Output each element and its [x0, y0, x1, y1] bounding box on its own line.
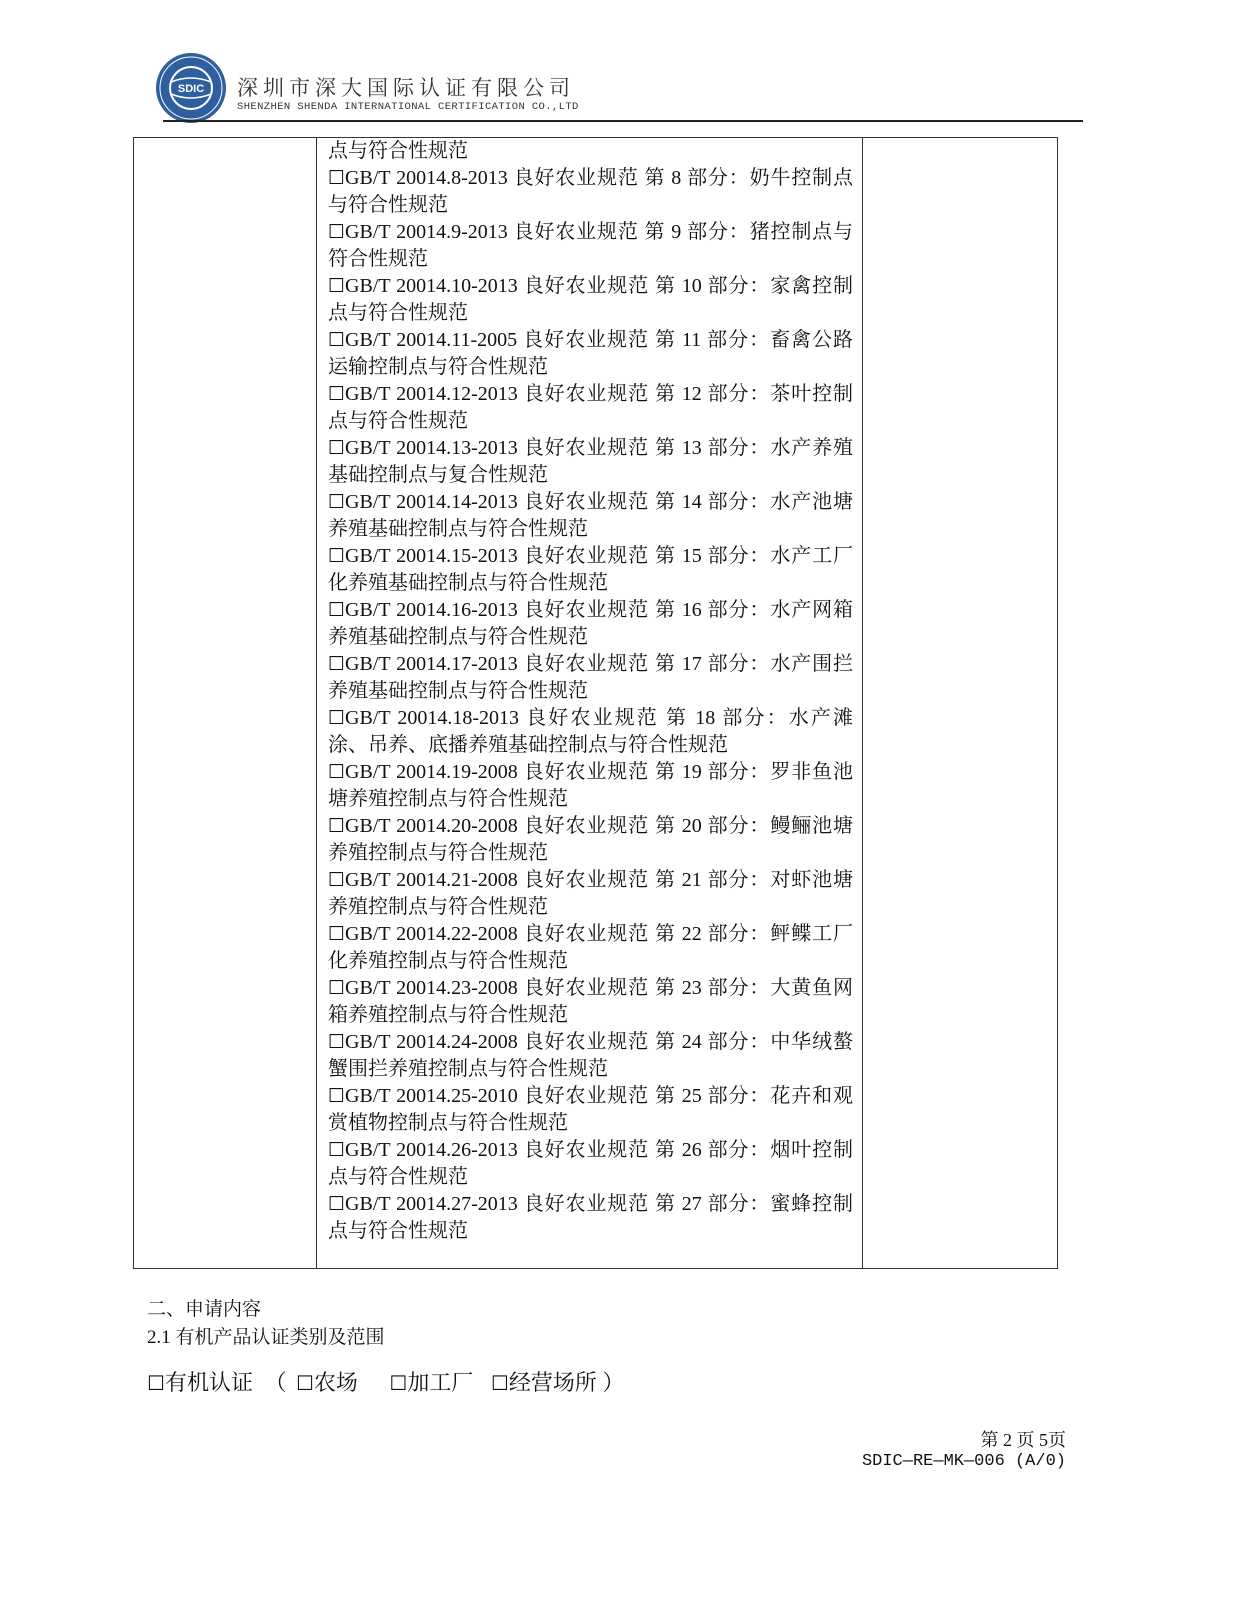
standard-item[interactable]: [328, 1137, 853, 1191]
standards-table: [133, 137, 1058, 1269]
checkbox[interactable]: ☐: [328, 977, 346, 999]
checkbox[interactable]: ☐: [328, 599, 346, 621]
standard-item[interactable]: [328, 219, 853, 273]
standard-code: GB/T 20014.12-2013: [345, 383, 518, 405]
standard-title: 良好农业规范 第 26 部分：烟叶控制点与符合性规范: [328, 1139, 854, 1188]
standard-title: 良好农业规范 第 20 部分：鳗鲡池塘养殖控制点与符合性规范: [328, 815, 854, 864]
standard-code: GB/T 20014.18-2013: [345, 707, 520, 729]
standard-title: 良好农业规范 第 13 部分：水产养殖基础控制点与复合性规范: [328, 437, 854, 486]
standard-item[interactable]: [328, 597, 853, 651]
standard-code: GB/T 20014.23-2008: [345, 977, 518, 999]
document-code: SDIC—RE—MK—006 (A/0): [861, 1452, 1066, 1471]
standard-code: GB/T 20014.9-2013: [345, 221, 508, 243]
checkbox[interactable]: ☐: [490, 1371, 509, 1395]
standard-title: 良好农业规范 第 17 部分：水产围拦养殖基础控制点与符合性规范: [328, 653, 854, 702]
factory-option[interactable]: [389, 1366, 473, 1397]
checkbox[interactable]: ☐: [328, 1085, 346, 1107]
option-label: 经营场所: [508, 1370, 597, 1395]
standard-code: GB/T 20014.15-2013: [345, 545, 518, 567]
sdic-seal-logo-icon: [155, 52, 227, 124]
company-name-cn: 深圳市深大国际认证有限公司: [237, 76, 575, 100]
standard-item[interactable]: [328, 975, 853, 1029]
standards-list: [328, 138, 853, 1245]
checkbox[interactable]: ☐: [295, 1371, 314, 1395]
standard-title: 良好农业规范 第 21 部分：对虾池塘养殖控制点与符合性规范: [328, 869, 854, 918]
checkbox[interactable]: ☐: [147, 1371, 165, 1395]
company-name-en: SHENZHEN SHENDA INTERNATIONAL CERTIFICATION CO.,LTD: [237, 101, 579, 113]
organic-cert-option[interactable]: [147, 1366, 253, 1397]
logo-text: SDIC: [177, 83, 205, 95]
close-paren: ）: [602, 1370, 625, 1395]
standard-code: GB/T 20014.21-2008: [345, 869, 518, 891]
checkbox[interactable]: ☐: [328, 329, 346, 351]
standard-item[interactable]: [328, 543, 853, 597]
option-label: 农场: [313, 1370, 358, 1395]
standard-title: 良好农业规范 第 10 部分：家禽控制点与符合性规范: [328, 275, 854, 324]
checkbox[interactable]: ☐: [328, 491, 346, 513]
standard-title: 良好农业规范 第 11 部分：畜禽公路运输控制点与符合性规范: [328, 329, 853, 378]
standard-code: GB/T 20014.17-2013: [345, 653, 518, 675]
standard-item[interactable]: [328, 1191, 853, 1245]
standard-title: 良好农业规范 第 22 部分：鲆鲽工厂化养殖控制点与符合性规范: [328, 923, 854, 972]
standard-code: GB/T 20014.26-2013: [345, 1139, 518, 1161]
checkbox[interactable]: ☐: [328, 707, 346, 729]
standard-code: GB/T 20014.22-2008: [345, 923, 518, 945]
standard-title: 良好农业规范 第 15 部分：水产工厂化养殖基础控制点与符合性规范: [328, 545, 854, 594]
standard-item[interactable]: [328, 489, 853, 543]
option-label: 有机认证: [164, 1370, 253, 1395]
standard-title: 点与符合性规范: [328, 140, 468, 162]
standard-title: 良好农业规范 第 8 部分：奶牛控制点与符合性规范: [328, 167, 854, 216]
standard-title: 良好农业规范 第 27 部分：蜜蜂控制点与符合性规范: [328, 1193, 854, 1242]
standard-item[interactable]: [328, 867, 853, 921]
checkbox[interactable]: ☐: [389, 1371, 408, 1395]
standard-item[interactable]: [328, 813, 853, 867]
checkbox[interactable]: ☐: [328, 167, 346, 189]
standard-item[interactable]: [328, 435, 853, 489]
letterhead: [155, 52, 1087, 124]
standard-title: 良好农业规范 第 14 部分：水产池塘养殖基础控制点与符合性规范: [328, 491, 854, 540]
standard-code: GB/T 20014.11-2005: [345, 329, 518, 351]
standard-code: GB/T 20014.8-2013: [345, 167, 508, 189]
header-divider: [163, 120, 1083, 122]
standard-code: GB/T 20014.14-2013: [345, 491, 518, 513]
standard-code: GB/T 20014.24-2008: [345, 1031, 518, 1053]
standard-item[interactable]: [328, 759, 853, 813]
standard-code: GB/T 20014.19-2008: [345, 761, 518, 783]
checkbox[interactable]: ☐: [328, 545, 346, 567]
checkbox[interactable]: ☐: [328, 923, 346, 945]
checkbox[interactable]: ☐: [328, 221, 346, 243]
standard-item[interactable]: [328, 327, 853, 381]
standard-title: 良好农业规范 第 12 部分：茶叶控制点与符合性规范: [328, 383, 854, 432]
standard-item[interactable]: [328, 1029, 853, 1083]
option-label: 加工厂: [407, 1370, 474, 1395]
standard-item[interactable]: [328, 705, 853, 759]
standard-code: GB/T 20014.20-2008: [345, 815, 518, 837]
certification-options: [147, 1366, 624, 1397]
section-subtitle: 2.1 有机产品认证类别及范围: [147, 1327, 385, 1348]
standard-title: 良好农业规范 第 19 部分：罗非鱼池塘养殖控制点与符合性规范: [328, 761, 854, 810]
checkbox[interactable]: ☐: [328, 437, 346, 459]
checkbox[interactable]: ☐: [328, 761, 346, 783]
standard-title: 良好农业规范 第 16 部分：水产网箱养殖基础控制点与符合性规范: [328, 599, 854, 648]
checkbox[interactable]: ☐: [328, 1031, 346, 1053]
farm-option[interactable]: [296, 1366, 358, 1397]
standard-title: 良好农业规范 第 9 部分：猪控制点与符合性规范: [328, 221, 854, 270]
standard-title: 良好农业规范 第 25 部分：花卉和观赏植物控制点与符合性规范: [328, 1085, 854, 1134]
standard-code: GB/T 20014.10-2013: [345, 275, 518, 297]
checkbox[interactable]: ☐: [328, 1139, 346, 1161]
business-premises-option[interactable]: [491, 1366, 597, 1397]
standard-title: 良好农业规范 第 23 部分：大黄鱼网箱养殖控制点与符合性规范: [328, 977, 854, 1026]
standard-item[interactable]: [328, 381, 853, 435]
checkbox[interactable]: ☐: [328, 815, 346, 837]
standard-code: GB/T 20014.16-2013: [345, 599, 518, 621]
standard-item[interactable]: [328, 651, 853, 705]
checkbox[interactable]: ☐: [328, 653, 346, 675]
standard-item[interactable]: [328, 273, 853, 327]
standard-item: [328, 138, 853, 165]
checkbox[interactable]: ☐: [328, 383, 346, 405]
checkbox[interactable]: ☐: [328, 869, 346, 891]
standard-code: GB/T 20014.13-2013: [345, 437, 518, 459]
checkbox[interactable]: ☐: [328, 275, 346, 297]
standard-title: 良好农业规范 第 24 部分：中华绒螯蟹围拦养殖控制点与符合性规范: [328, 1031, 854, 1080]
open-paren: （: [264, 1370, 287, 1395]
standard-item[interactable]: [328, 1083, 853, 1137]
standard-item[interactable]: [328, 921, 853, 975]
table-column-divider: [316, 138, 317, 1268]
page-number: 第 2 页 5页: [980, 1430, 1066, 1450]
section-title: 二、申请内容: [147, 1299, 262, 1320]
table-column-divider: [862, 138, 863, 1268]
checkbox[interactable]: ☐: [328, 1193, 346, 1215]
standard-item[interactable]: [328, 165, 853, 219]
standard-code: GB/T 20014.27-2013: [345, 1193, 518, 1215]
standard-title: 良好农业规范 第 18 部分：水产滩涂、吊养、底播养殖基础控制点与符合性规范: [328, 707, 854, 756]
standard-code: GB/T 20014.25-2010: [345, 1085, 518, 1107]
